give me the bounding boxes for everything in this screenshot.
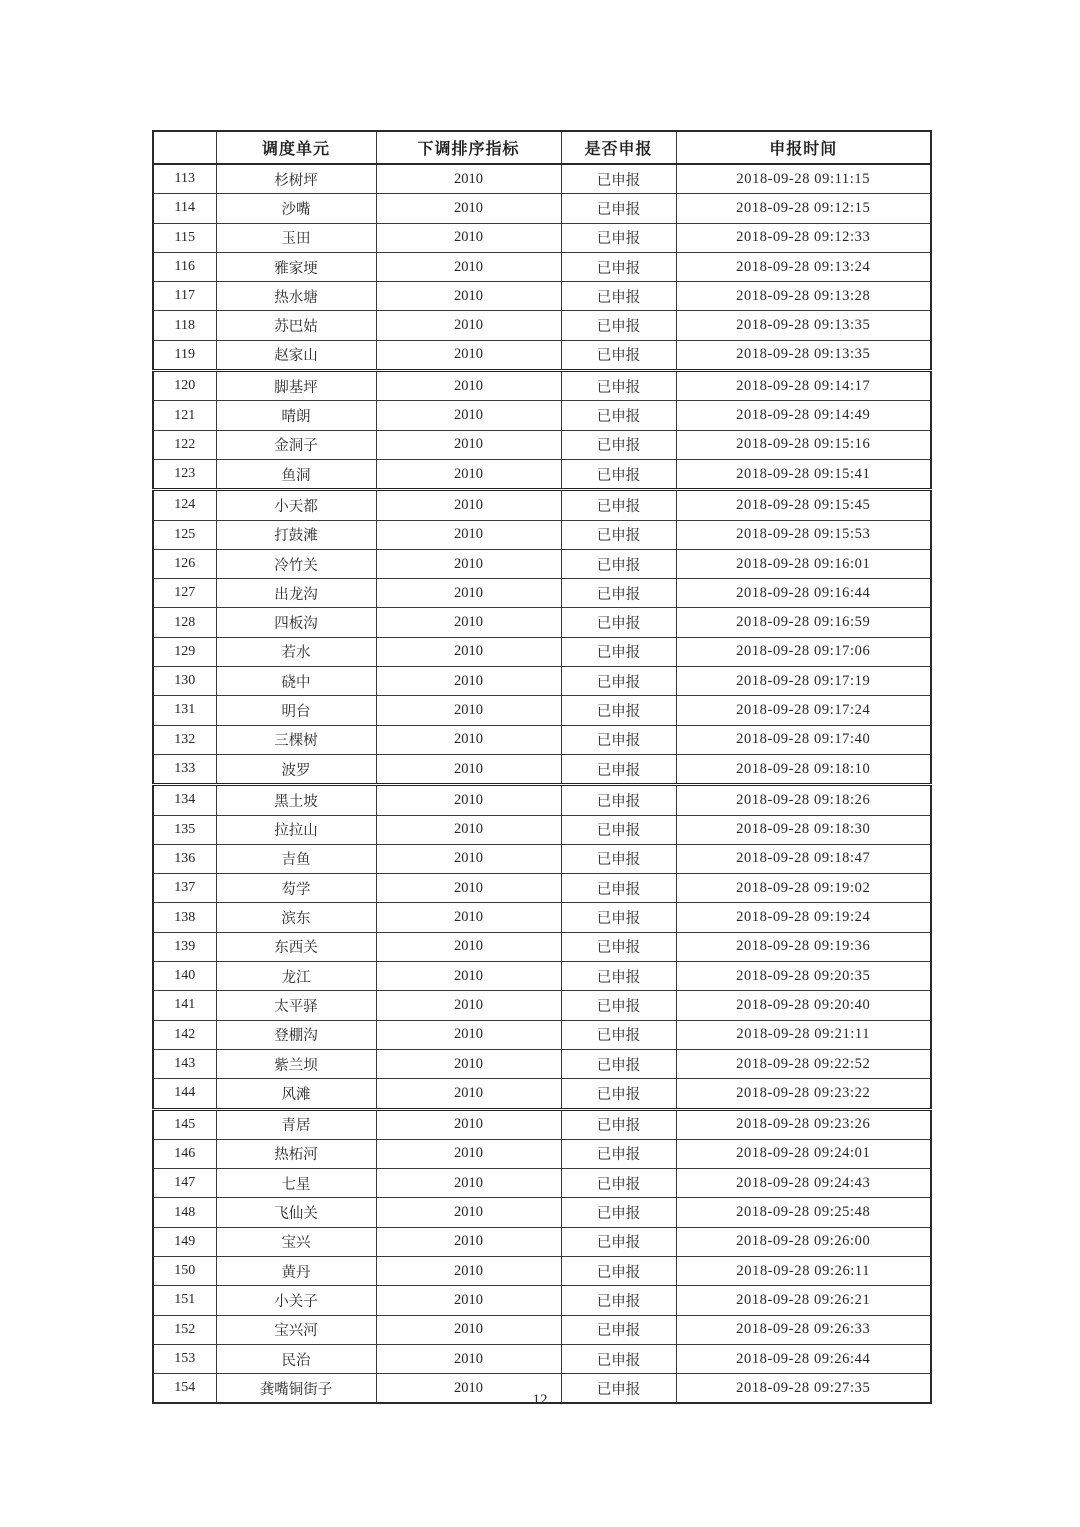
sort-index-cell: 2010 xyxy=(376,252,561,281)
declared-status-cell: 已申报 xyxy=(561,725,676,754)
declaration-time-cell: 2018-09-28 09:18:10 xyxy=(676,754,931,784)
table-header-row xyxy=(153,131,931,164)
declared-status-cell: 已申报 xyxy=(561,874,676,903)
dispatch-unit-cell: 苏巴姑 xyxy=(216,311,376,340)
table-row xyxy=(153,164,931,194)
declaration-time-cell: 2018-09-28 09:20:35 xyxy=(676,962,931,991)
row-number-cell: 143 xyxy=(153,1049,216,1078)
declaration-time-cell: 2018-09-28 09:27:35 xyxy=(676,1374,931,1404)
dispatch-unit-cell: 杉树坪 xyxy=(216,164,376,194)
table-row xyxy=(153,252,931,281)
table-row xyxy=(153,815,931,844)
sort-index-cell: 2010 xyxy=(376,1315,561,1344)
row-number-cell: 147 xyxy=(153,1169,216,1198)
declaration-time-cell: 2018-09-28 09:24:01 xyxy=(676,1139,931,1168)
declaration-time-cell: 2018-09-28 09:11:15 xyxy=(676,164,931,194)
table-row xyxy=(153,1049,931,1078)
declaration-time-cell: 2018-09-28 09:19:36 xyxy=(676,932,931,961)
table-row xyxy=(153,1198,931,1227)
dispatch-unit-cell: 三棵树 xyxy=(216,725,376,754)
sort-index-cell: 2010 xyxy=(376,579,561,608)
row-number-cell: 114 xyxy=(153,194,216,223)
sort-index-cell: 2010 xyxy=(376,962,561,991)
declared-status-cell: 已申报 xyxy=(561,311,676,340)
sort-index-cell: 2010 xyxy=(376,371,561,401)
declared-status-cell: 已申报 xyxy=(561,490,676,520)
sort-index-cell: 2010 xyxy=(376,725,561,754)
table-row xyxy=(153,608,931,637)
row-number-cell: 129 xyxy=(153,637,216,666)
dispatch-unit-cell: 拉拉山 xyxy=(216,815,376,844)
sort-index-cell: 2010 xyxy=(376,1227,561,1256)
dispatch-unit-cell: 七星 xyxy=(216,1169,376,1198)
sort-index-cell: 2010 xyxy=(376,520,561,549)
sort-index-cell: 2010 xyxy=(376,223,561,252)
dispatch-unit-cell: 芶学 xyxy=(216,874,376,903)
declared-status-cell: 已申报 xyxy=(561,430,676,459)
dispatch-unit-cell: 若水 xyxy=(216,637,376,666)
table-row xyxy=(153,1227,931,1256)
dispatch-unit-cell: 明台 xyxy=(216,696,376,725)
table-row xyxy=(153,637,931,666)
declaration-time-cell: 2018-09-28 09:12:15 xyxy=(676,194,931,223)
row-number-cell: 152 xyxy=(153,1315,216,1344)
table-row xyxy=(153,401,931,430)
dispatch-unit-cell: 东西关 xyxy=(216,932,376,961)
row-number-cell: 128 xyxy=(153,608,216,637)
row-number-cell: 121 xyxy=(153,401,216,430)
row-number-cell: 136 xyxy=(153,844,216,873)
row-number-cell: 145 xyxy=(153,1109,216,1139)
declaration-time-cell: 2018-09-28 09:26:11 xyxy=(676,1256,931,1285)
table-row xyxy=(153,1109,931,1139)
table-row xyxy=(153,1315,931,1344)
declared-status-cell: 已申报 xyxy=(561,1169,676,1198)
sort-index-cell: 2010 xyxy=(376,401,561,430)
row-number-cell: 130 xyxy=(153,667,216,696)
table-row xyxy=(153,725,931,754)
dispatch-unit-cell: 太平驿 xyxy=(216,991,376,1020)
row-number-cell: 113 xyxy=(153,164,216,194)
sort-index-cell: 2010 xyxy=(376,282,561,311)
table-row xyxy=(153,1256,931,1285)
header-declaration-time: 申报时间 xyxy=(676,131,931,164)
dispatch-unit-cell: 金洞子 xyxy=(216,430,376,459)
declared-status-cell: 已申报 xyxy=(561,520,676,549)
declared-status-cell: 已申报 xyxy=(561,579,676,608)
dispatch-unit-cell: 热水塘 xyxy=(216,282,376,311)
sort-index-cell: 2010 xyxy=(376,637,561,666)
declaration-time-cell: 2018-09-28 09:18:26 xyxy=(676,785,931,815)
declared-status-cell: 已申报 xyxy=(561,844,676,873)
table-row xyxy=(153,340,931,370)
dispatch-unit-cell: 打鼓滩 xyxy=(216,520,376,549)
row-number-cell: 120 xyxy=(153,371,216,401)
declaration-time-cell: 2018-09-28 09:26:00 xyxy=(676,1227,931,1256)
sort-index-cell: 2010 xyxy=(376,1169,561,1198)
table-row xyxy=(153,991,931,1020)
row-number-cell: 141 xyxy=(153,991,216,1020)
sort-index-cell: 2010 xyxy=(376,932,561,961)
declared-status-cell: 已申报 xyxy=(561,785,676,815)
dispatch-unit-cell: 晴朗 xyxy=(216,401,376,430)
declaration-time-cell: 2018-09-28 09:18:30 xyxy=(676,815,931,844)
declared-status-cell: 已申报 xyxy=(561,282,676,311)
dispatch-unit-cell: 四板沟 xyxy=(216,608,376,637)
sort-index-cell: 2010 xyxy=(376,1049,561,1078)
declared-status-cell: 已申报 xyxy=(561,223,676,252)
table-row xyxy=(153,371,931,401)
sort-index-cell: 2010 xyxy=(376,490,561,520)
row-number-cell: 149 xyxy=(153,1227,216,1256)
dispatch-unit-cell: 龚嘴铜街子 xyxy=(216,1374,376,1404)
row-number-cell: 122 xyxy=(153,430,216,459)
declared-status-cell: 已申报 xyxy=(561,401,676,430)
row-number-cell: 140 xyxy=(153,962,216,991)
declaration-time-cell: 2018-09-28 09:16:59 xyxy=(676,608,931,637)
row-number-cell: 133 xyxy=(153,754,216,784)
table-row xyxy=(153,1139,931,1168)
declaration-time-cell: 2018-09-28 09:26:44 xyxy=(676,1344,931,1373)
row-number-cell: 153 xyxy=(153,1344,216,1373)
declared-status-cell: 已申报 xyxy=(561,1109,676,1139)
declaration-time-cell: 2018-09-28 09:26:21 xyxy=(676,1286,931,1315)
declaration-time-cell: 2018-09-28 09:23:22 xyxy=(676,1079,931,1109)
declared-status-cell: 已申报 xyxy=(561,637,676,666)
dispatch-unit-cell: 小天都 xyxy=(216,490,376,520)
declaration-time-cell: 2018-09-28 09:18:47 xyxy=(676,844,931,873)
table-body xyxy=(153,164,931,1403)
dispatch-unit-cell: 热柘河 xyxy=(216,1139,376,1168)
declared-status-cell: 已申报 xyxy=(561,962,676,991)
sort-index-cell: 2010 xyxy=(376,1079,561,1109)
sort-index-cell: 2010 xyxy=(376,1109,561,1139)
row-number-cell: 132 xyxy=(153,725,216,754)
sort-index-cell: 2010 xyxy=(376,754,561,784)
header-row-number xyxy=(153,131,216,164)
header-declared-or-not: 是否申报 xyxy=(561,131,676,164)
row-number-cell: 131 xyxy=(153,696,216,725)
sort-index-cell: 2010 xyxy=(376,815,561,844)
declaration-time-cell: 2018-09-28 09:23:26 xyxy=(676,1109,931,1139)
dispatch-unit-cell: 飞仙关 xyxy=(216,1198,376,1227)
declared-status-cell: 已申报 xyxy=(561,164,676,194)
header-dispatch-unit: 调度单元 xyxy=(216,131,376,164)
table-row xyxy=(153,520,931,549)
declaration-time-cell: 2018-09-28 09:21:11 xyxy=(676,1020,931,1049)
declared-status-cell: 已申报 xyxy=(561,754,676,784)
declaration-time-cell: 2018-09-28 09:19:24 xyxy=(676,903,931,932)
dispatch-unit-cell: 波罗 xyxy=(216,754,376,784)
dispatch-unit-cell: 冷竹关 xyxy=(216,549,376,578)
row-number-cell: 126 xyxy=(153,549,216,578)
declared-status-cell: 已申报 xyxy=(561,815,676,844)
row-number-cell: 125 xyxy=(153,520,216,549)
declaration-time-cell: 2018-09-28 09:15:16 xyxy=(676,430,931,459)
sort-index-cell: 2010 xyxy=(376,459,561,489)
declaration-time-cell: 2018-09-28 09:20:40 xyxy=(676,991,931,1020)
dispatch-unit-cell: 脚基坪 xyxy=(216,371,376,401)
row-number-cell: 127 xyxy=(153,579,216,608)
sort-index-cell: 2010 xyxy=(376,1020,561,1049)
row-number-cell: 116 xyxy=(153,252,216,281)
declared-status-cell: 已申报 xyxy=(561,1079,676,1109)
declaration-time-cell: 2018-09-28 09:19:02 xyxy=(676,874,931,903)
dispatch-unit-cell: 龙江 xyxy=(216,962,376,991)
sort-index-cell: 2010 xyxy=(376,1139,561,1168)
declaration-time-cell: 2018-09-28 09:13:28 xyxy=(676,282,931,311)
table-row xyxy=(153,490,931,520)
dispatch-unit-cell: 沙嘴 xyxy=(216,194,376,223)
dispatch-unit-cell: 登棚沟 xyxy=(216,1020,376,1049)
dispatch-unit-cell: 黑土坡 xyxy=(216,785,376,815)
declared-status-cell: 已申报 xyxy=(561,1227,676,1256)
dispatch-unit-cell: 赵家山 xyxy=(216,340,376,370)
row-number-cell: 151 xyxy=(153,1286,216,1315)
sort-index-cell: 2010 xyxy=(376,844,561,873)
sort-index-cell: 2010 xyxy=(376,785,561,815)
declared-status-cell: 已申报 xyxy=(561,1139,676,1168)
declared-status-cell: 已申报 xyxy=(561,549,676,578)
sort-index-cell: 2010 xyxy=(376,608,561,637)
declaration-time-cell: 2018-09-28 09:15:53 xyxy=(676,520,931,549)
table-row xyxy=(153,311,931,340)
table-row xyxy=(153,223,931,252)
dispatch-unit-cell: 青居 xyxy=(216,1109,376,1139)
declaration-time-cell: 2018-09-28 09:17:06 xyxy=(676,637,931,666)
row-number-cell: 139 xyxy=(153,932,216,961)
declaration-time-cell: 2018-09-28 09:14:49 xyxy=(676,401,931,430)
declared-status-cell: 已申报 xyxy=(561,991,676,1020)
dispatch-unit-cell: 紫兰坝 xyxy=(216,1049,376,1078)
table-row xyxy=(153,903,931,932)
dispatch-unit-cell: 硗中 xyxy=(216,667,376,696)
declared-status-cell: 已申报 xyxy=(561,667,676,696)
table-row xyxy=(153,844,931,873)
declared-status-cell: 已申报 xyxy=(561,696,676,725)
table-row xyxy=(153,932,931,961)
page-number: 12 xyxy=(532,1392,548,1408)
row-number-cell: 134 xyxy=(153,785,216,815)
declared-status-cell: 已申报 xyxy=(561,608,676,637)
row-number-cell: 115 xyxy=(153,223,216,252)
row-number-cell: 135 xyxy=(153,815,216,844)
sort-index-cell: 2010 xyxy=(376,667,561,696)
declared-status-cell: 已申报 xyxy=(561,1315,676,1344)
row-number-cell: 144 xyxy=(153,1079,216,1109)
table-row xyxy=(153,430,931,459)
table-row xyxy=(153,667,931,696)
header-downward-sort-index: 下调排序指标 xyxy=(376,131,561,164)
declared-status-cell: 已申报 xyxy=(561,1256,676,1285)
dispatch-unit-cell: 滨东 xyxy=(216,903,376,932)
row-number-cell: 117 xyxy=(153,282,216,311)
table-row xyxy=(153,1286,931,1315)
declaration-time-cell: 2018-09-28 09:12:33 xyxy=(676,223,931,252)
row-number-cell: 137 xyxy=(153,874,216,903)
declaration-time-cell: 2018-09-28 09:17:40 xyxy=(676,725,931,754)
table-row xyxy=(153,194,931,223)
declaration-time-cell: 2018-09-28 09:14:17 xyxy=(676,371,931,401)
declared-status-cell: 已申报 xyxy=(561,371,676,401)
dispatch-unit-cell: 吉鱼 xyxy=(216,844,376,873)
table-row xyxy=(153,874,931,903)
declared-status-cell: 已申报 xyxy=(561,1344,676,1373)
declaration-time-cell: 2018-09-28 09:13:24 xyxy=(676,252,931,281)
declared-status-cell: 已申报 xyxy=(561,1286,676,1315)
sort-index-cell: 2010 xyxy=(376,1374,561,1404)
table-row xyxy=(153,459,931,489)
sort-index-cell: 2010 xyxy=(376,311,561,340)
sort-index-cell: 2010 xyxy=(376,1344,561,1373)
table-row xyxy=(153,579,931,608)
dispatch-unit-cell: 小关子 xyxy=(216,1286,376,1315)
dispatch-unit-cell: 玉田 xyxy=(216,223,376,252)
row-number-cell: 118 xyxy=(153,311,216,340)
declaration-time-cell: 2018-09-28 09:16:44 xyxy=(676,579,931,608)
declared-status-cell: 已申报 xyxy=(561,252,676,281)
dispatch-unit-cell: 民治 xyxy=(216,1344,376,1373)
declared-status-cell: 已申报 xyxy=(561,340,676,370)
row-number-cell: 123 xyxy=(153,459,216,489)
row-number-cell: 154 xyxy=(153,1374,216,1404)
table-row xyxy=(153,549,931,578)
declaration-time-cell: 2018-09-28 09:26:33 xyxy=(676,1315,931,1344)
row-number-cell: 124 xyxy=(153,490,216,520)
dispatch-unit-cell: 黄丹 xyxy=(216,1256,376,1285)
table-row xyxy=(153,785,931,815)
table-row xyxy=(153,962,931,991)
declaration-time-cell: 2018-09-28 09:15:41 xyxy=(676,459,931,489)
sort-index-cell: 2010 xyxy=(376,1256,561,1285)
declaration-time-cell: 2018-09-28 09:13:35 xyxy=(676,311,931,340)
row-number-cell: 142 xyxy=(153,1020,216,1049)
sort-index-cell: 2010 xyxy=(376,696,561,725)
dispatch-unit-cell: 风滩 xyxy=(216,1079,376,1109)
declared-status-cell: 已申报 xyxy=(561,194,676,223)
declaration-time-cell: 2018-09-28 09:15:45 xyxy=(676,490,931,520)
dispatch-unit-cell: 宝兴 xyxy=(216,1227,376,1256)
row-number-cell: 148 xyxy=(153,1198,216,1227)
sort-index-cell: 2010 xyxy=(376,1198,561,1227)
table-row xyxy=(153,282,931,311)
dispatch-unit-cell: 鱼洞 xyxy=(216,459,376,489)
sort-index-cell: 2010 xyxy=(376,194,561,223)
table-row xyxy=(153,1344,931,1373)
dispatch-unit-cell: 出龙沟 xyxy=(216,579,376,608)
declaration-time-cell: 2018-09-28 09:16:01 xyxy=(676,549,931,578)
declared-status-cell: 已申报 xyxy=(561,903,676,932)
dispatch-unit-cell: 宝兴河 xyxy=(216,1315,376,1344)
declaration-time-cell: 2018-09-28 09:17:24 xyxy=(676,696,931,725)
table-row xyxy=(153,1079,931,1109)
declaration-table xyxy=(152,130,932,1404)
sort-index-cell: 2010 xyxy=(376,1286,561,1315)
row-number-cell: 146 xyxy=(153,1139,216,1168)
table-row xyxy=(153,754,931,784)
sort-index-cell: 2010 xyxy=(376,164,561,194)
table-row xyxy=(153,1169,931,1198)
sort-index-cell: 2010 xyxy=(376,340,561,370)
declared-status-cell: 已申报 xyxy=(561,1374,676,1404)
sort-index-cell: 2010 xyxy=(376,903,561,932)
declared-status-cell: 已申报 xyxy=(561,932,676,961)
declaration-time-cell: 2018-09-28 09:25:48 xyxy=(676,1198,931,1227)
table-row xyxy=(153,1020,931,1049)
sort-index-cell: 2010 xyxy=(376,549,561,578)
declaration-time-cell: 2018-09-28 09:22:52 xyxy=(676,1049,931,1078)
table-header xyxy=(153,131,931,164)
declared-status-cell: 已申报 xyxy=(561,1049,676,1078)
declared-status-cell: 已申报 xyxy=(561,1020,676,1049)
declared-status-cell: 已申报 xyxy=(561,459,676,489)
sort-index-cell: 2010 xyxy=(376,991,561,1020)
row-number-cell: 138 xyxy=(153,903,216,932)
row-number-cell: 119 xyxy=(153,340,216,370)
declaration-time-cell: 2018-09-28 09:24:43 xyxy=(676,1169,931,1198)
sort-index-cell: 2010 xyxy=(376,874,561,903)
declaration-time-cell: 2018-09-28 09:17:19 xyxy=(676,667,931,696)
dispatch-unit-cell: 雅家埂 xyxy=(216,252,376,281)
sort-index-cell: 2010 xyxy=(376,430,561,459)
table-row xyxy=(153,696,931,725)
declared-status-cell: 已申报 xyxy=(561,1198,676,1227)
row-number-cell: 150 xyxy=(153,1256,216,1285)
declaration-time-cell: 2018-09-28 09:13:35 xyxy=(676,340,931,370)
